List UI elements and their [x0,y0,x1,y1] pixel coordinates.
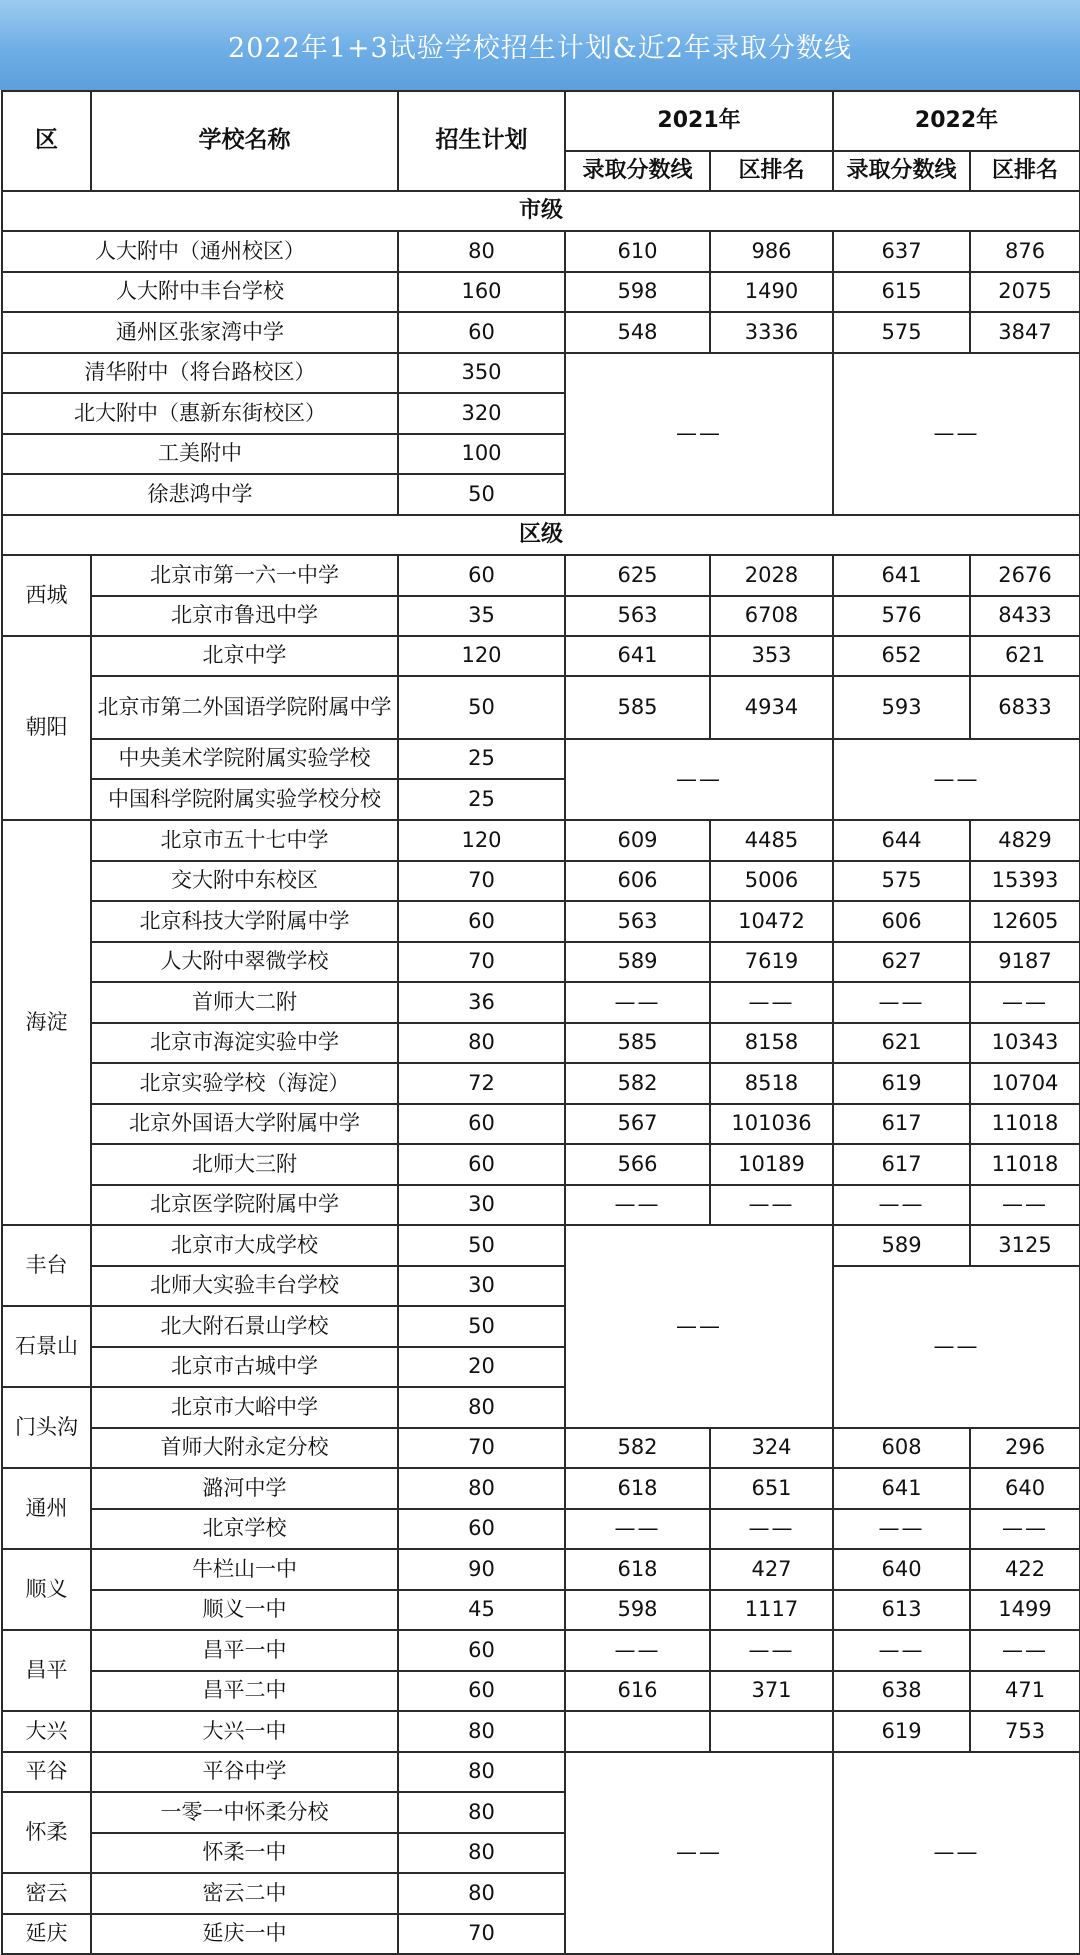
score-2021: 641 [565,636,710,676]
header-score-2021: 录取分数线 [565,151,710,191]
school-name: 北京医学院附属中学 [91,1185,398,1225]
score-2021: 585 [565,1023,710,1063]
rank-2021: 1490 [710,272,833,312]
rank-2022: 9187 [970,942,1080,982]
plan-value: 70 [398,1914,565,1954]
header-rank-2021: 区排名 [710,151,833,191]
no-data-2022: —— [833,1266,1080,1428]
rank-2021: 10189 [710,1144,833,1185]
district-name: 门头沟 [2,1387,91,1468]
score-2021: 609 [565,820,710,861]
rank-2022: —— [970,1509,1080,1549]
school-name: 首师大二附 [91,982,398,1023]
score-2022: 613 [833,1590,970,1630]
district-name: 密云 [2,1873,91,1914]
plan-value: 60 [398,901,565,942]
district-name: 西城 [2,555,91,636]
district-name: 大兴 [2,1711,91,1752]
score-2021: 610 [565,231,710,272]
table-row [2,861,1080,901]
score-2021: 625 [565,555,710,596]
school-name: 潞河中学 [91,1468,398,1509]
table-row [2,596,1080,636]
plan-value: 72 [398,1063,565,1104]
rank-2022: 3125 [970,1225,1080,1266]
no-data-2021: —— [565,739,833,820]
rank-2022: 12605 [970,901,1080,942]
school-name: 顺义一中 [91,1590,398,1630]
plan-value: 80 [398,1023,565,1063]
district-name: 通州 [2,1468,91,1549]
plan-value: 350 [398,353,565,393]
table-row [2,1509,1080,1549]
rank-2021: 651 [710,1468,833,1509]
school-name: 工美附中 [2,434,398,474]
school-name: 牛栏山一中 [91,1549,398,1590]
school-name: 人大附中翠微学校 [91,942,398,982]
score-2022: 652 [833,636,970,676]
table-row [2,1711,1080,1752]
plan-value: 80 [398,1711,565,1752]
rank-2022: 621 [970,636,1080,676]
plan-value: 20 [398,1347,565,1387]
score-2021: 567 [565,1104,710,1144]
no-data-2021: —— [565,1752,833,1954]
plan-value: 120 [398,820,565,861]
school-name: 北师大三附 [91,1144,398,1185]
rank-2021: 353 [710,636,833,676]
score-2022: —— [833,982,970,1023]
plan-value: 50 [398,474,565,515]
district-name: 顺义 [2,1549,91,1630]
table-row [2,312,1080,353]
district-name: 平谷 [2,1752,91,1792]
rank-2021: 371 [710,1671,833,1711]
school-name: 北京科技大学附属中学 [91,901,398,942]
score-2021: 548 [565,312,710,353]
plan-value: 60 [398,1671,565,1711]
score-2021: 598 [565,1590,710,1630]
no-data-2022: —— [833,353,1080,515]
plan-value: 100 [398,434,565,474]
school-name: 北京外国语大学附属中学 [91,1104,398,1144]
header-plan: 招生计划 [398,91,565,191]
page-title: 2022年1+3试验学校招生计划&近2年录取分数线 [0,0,1080,90]
rank-2022: 15393 [970,861,1080,901]
table-row [2,1185,1080,1225]
rank-2022: 2075 [970,272,1080,312]
score-2021: —— [565,982,710,1023]
score-2021: —— [565,1185,710,1225]
plan-value: 50 [398,676,565,739]
school-name: 昌平一中 [91,1630,398,1671]
table-row [2,1468,1080,1509]
rank-2022: 422 [970,1549,1080,1590]
school-name: 北京中学 [91,636,398,676]
school-name: 北京学校 [91,1509,398,1549]
plan-value: 50 [398,1306,565,1347]
score-2022: 615 [833,272,970,312]
plan-value: 36 [398,982,565,1023]
rank-2021: 4934 [710,676,833,739]
school-name: 大兴一中 [91,1711,398,1752]
plan-value: 60 [398,1144,565,1185]
school-name: 人大附中丰台学校 [2,272,398,312]
school-name: 首师大附永定分校 [91,1428,398,1468]
plan-value: 45 [398,1590,565,1630]
rank-2022: 471 [970,1671,1080,1711]
plan-value: 50 [398,1225,565,1266]
district-name: 丰台 [2,1225,91,1306]
score-2022: —— [833,1630,970,1671]
school-name: 中央美术学院附属实验学校 [91,739,398,779]
school-name: 北京市大峪中学 [91,1387,398,1428]
score-2021: 606 [565,861,710,901]
score-2022: 621 [833,1023,970,1063]
plan-value: 120 [398,636,565,676]
score-2021: 582 [565,1428,710,1468]
score-2022: 575 [833,861,970,901]
rank-2022: —— [970,1185,1080,1225]
rank-2022: 11018 [970,1144,1080,1185]
plan-value: 90 [398,1549,565,1590]
header-year-2022: 2022年 [833,91,1080,151]
plan-value: 320 [398,393,565,434]
no-data-2021: —— [565,1225,833,1428]
school-name: 中国科学院附属实验学校分校 [91,779,398,820]
score-2021: —— [565,1509,710,1549]
header-school: 学校名称 [91,91,398,191]
plan-value: 80 [398,1792,565,1833]
rank-2022: 10704 [970,1063,1080,1104]
score-2022: 638 [833,1671,970,1711]
school-name: 人大附中（通州校区） [2,231,398,272]
score-2022: 619 [833,1711,970,1752]
table-row [2,1225,1080,1266]
plan-value: 160 [398,272,565,312]
table-row [2,820,1080,861]
rank-2021: —— [710,1185,833,1225]
school-name: 北京市大成学校 [91,1225,398,1266]
table-row [2,1104,1080,1144]
district-name: 朝阳 [2,636,91,820]
score-2021 [565,1711,710,1752]
table-row [2,1266,1080,1306]
rank-2021: —— [710,1630,833,1671]
score-2021: 585 [565,676,710,739]
section-city: 市级 [2,191,1080,231]
plan-value: 60 [398,1630,565,1671]
plan-value: 60 [398,1509,565,1549]
plan-value: 60 [398,312,565,353]
school-name: 密云二中 [91,1873,398,1914]
school-name: 怀柔一中 [91,1833,398,1873]
district-name: 延庆 [2,1914,91,1954]
score-2022: 617 [833,1144,970,1185]
score-2021: —— [565,1630,710,1671]
score-2021: 566 [565,1144,710,1185]
school-name: 北师大实验丰台学校 [91,1266,398,1306]
plan-value: 80 [398,1752,565,1792]
score-2022: 589 [833,1225,970,1266]
rank-2021: 101036 [710,1104,833,1144]
plan-value: 25 [398,739,565,779]
plan-value: 25 [398,779,565,820]
table-row [2,942,1080,982]
table-row [2,982,1080,1023]
school-name: 北京市第一六一中学 [91,555,398,596]
table-row [2,1752,1080,1792]
no-data-2022: —— [833,1752,1080,1954]
rank-2022: 2676 [970,555,1080,596]
school-name: 清华附中（将台路校区） [2,353,398,393]
school-name: 北大附中（惠新东街校区） [2,393,398,434]
school-name: 北京市鲁迅中学 [91,596,398,636]
table-row [2,1671,1080,1711]
plan-value: 70 [398,861,565,901]
plan-value: 70 [398,942,565,982]
school-name: 北京市海淀实验中学 [91,1023,398,1063]
rank-2021: 324 [710,1428,833,1468]
district-name: 石景山 [2,1306,91,1387]
plan-value: 30 [398,1185,565,1225]
school-name: 通州区张家湾中学 [2,312,398,353]
table-row [2,1023,1080,1063]
score-2022: 608 [833,1428,970,1468]
score-2022: 593 [833,676,970,739]
score-2022: —— [833,1509,970,1549]
rank-2022: —— [970,1630,1080,1671]
table-row [2,272,1080,312]
score-2021: 563 [565,901,710,942]
rank-2021: 6708 [710,596,833,636]
score-2021: 616 [565,1671,710,1711]
school-name: 北京市第二外国语学院附属中学 [91,676,398,739]
rank-2021: 2028 [710,555,833,596]
rank-2022: 1499 [970,1590,1080,1630]
score-2021: 589 [565,942,710,982]
header-score-2022: 录取分数线 [833,151,970,191]
rank-2021: 10472 [710,901,833,942]
no-data-2021: —— [565,353,833,515]
rank-2022: 10343 [970,1023,1080,1063]
school-name: 北京市古城中学 [91,1347,398,1387]
rank-2021: —— [710,1509,833,1549]
rank-2021: 427 [710,1549,833,1590]
district-name: 海淀 [2,820,91,1225]
score-2022: 641 [833,1468,970,1509]
header-district: 区 [2,91,91,191]
rank-2021: 5006 [710,861,833,901]
plan-value: 35 [398,596,565,636]
plan-value: 80 [398,1873,565,1914]
table-row [2,676,1080,739]
rank-2022: 753 [970,1711,1080,1752]
score-2022: 640 [833,1549,970,1590]
rank-2021: 4485 [710,820,833,861]
score-2021: 582 [565,1063,710,1104]
score-2022: 575 [833,312,970,353]
table-row [2,1063,1080,1104]
rank-2022: 8433 [970,596,1080,636]
rank-2021: —— [710,982,833,1023]
table-row [2,1549,1080,1590]
rank-2022: 3847 [970,312,1080,353]
rank-2021: 8158 [710,1023,833,1063]
rank-2022: 876 [970,231,1080,272]
school-name: 交大附中东校区 [91,861,398,901]
section-district: 区级 [2,515,1080,555]
table-row [2,1590,1080,1630]
school-name: 北京实验学校（海淀） [91,1063,398,1104]
score-2021: 598 [565,272,710,312]
rank-2021: 7619 [710,942,833,982]
plan-value: 60 [398,1104,565,1144]
score-2022: 619 [833,1063,970,1104]
table-row [2,353,1080,393]
table-row [2,1630,1080,1671]
school-name: 延庆一中 [91,1914,398,1954]
district-name: 昌平 [2,1630,91,1711]
school-name: 一零一中怀柔分校 [91,1792,398,1833]
rank-2022: 640 [970,1468,1080,1509]
admission-table [1,90,1080,1955]
plan-value: 70 [398,1428,565,1468]
rank-2022: 6833 [970,676,1080,739]
school-name: 昌平二中 [91,1671,398,1711]
table-row [2,1428,1080,1468]
school-name: 北京市五十七中学 [91,820,398,861]
table-row [2,636,1080,676]
school-name: 徐悲鸿中学 [2,474,398,515]
score-2022: 617 [833,1104,970,1144]
rank-2021: 1117 [710,1590,833,1630]
plan-value: 30 [398,1266,565,1306]
plan-value: 60 [398,555,565,596]
rank-2021: 8518 [710,1063,833,1104]
score-2021: 618 [565,1549,710,1590]
header-year-2021: 2021年 [565,91,833,151]
score-2022: 644 [833,820,970,861]
rank-2021: 986 [710,231,833,272]
score-2022: 641 [833,555,970,596]
score-2021: 618 [565,1468,710,1509]
table-row [2,739,1080,779]
table-row [2,555,1080,596]
rank-2022: 296 [970,1428,1080,1468]
table-row [2,901,1080,942]
rank-2022: 4829 [970,820,1080,861]
score-2022: 637 [833,231,970,272]
score-2022: 606 [833,901,970,942]
plan-value: 80 [398,1833,565,1873]
table-row [2,231,1080,272]
header-rank-2022: 区排名 [970,151,1080,191]
rank-2022: —— [970,982,1080,1023]
score-2022: —— [833,1185,970,1225]
table-row [2,1144,1080,1185]
score-2022: 576 [833,596,970,636]
rank-2021 [710,1711,833,1752]
plan-value: 80 [398,1387,565,1428]
plan-value: 80 [398,231,565,272]
no-data-2022: —— [833,739,1080,820]
school-name: 平谷中学 [91,1752,398,1792]
score-2022: 627 [833,942,970,982]
plan-value: 80 [398,1468,565,1509]
score-2021: 563 [565,596,710,636]
district-name: 怀柔 [2,1792,91,1873]
rank-2022: 11018 [970,1104,1080,1144]
rank-2021: 3336 [710,312,833,353]
school-name: 北大附石景山学校 [91,1306,398,1347]
